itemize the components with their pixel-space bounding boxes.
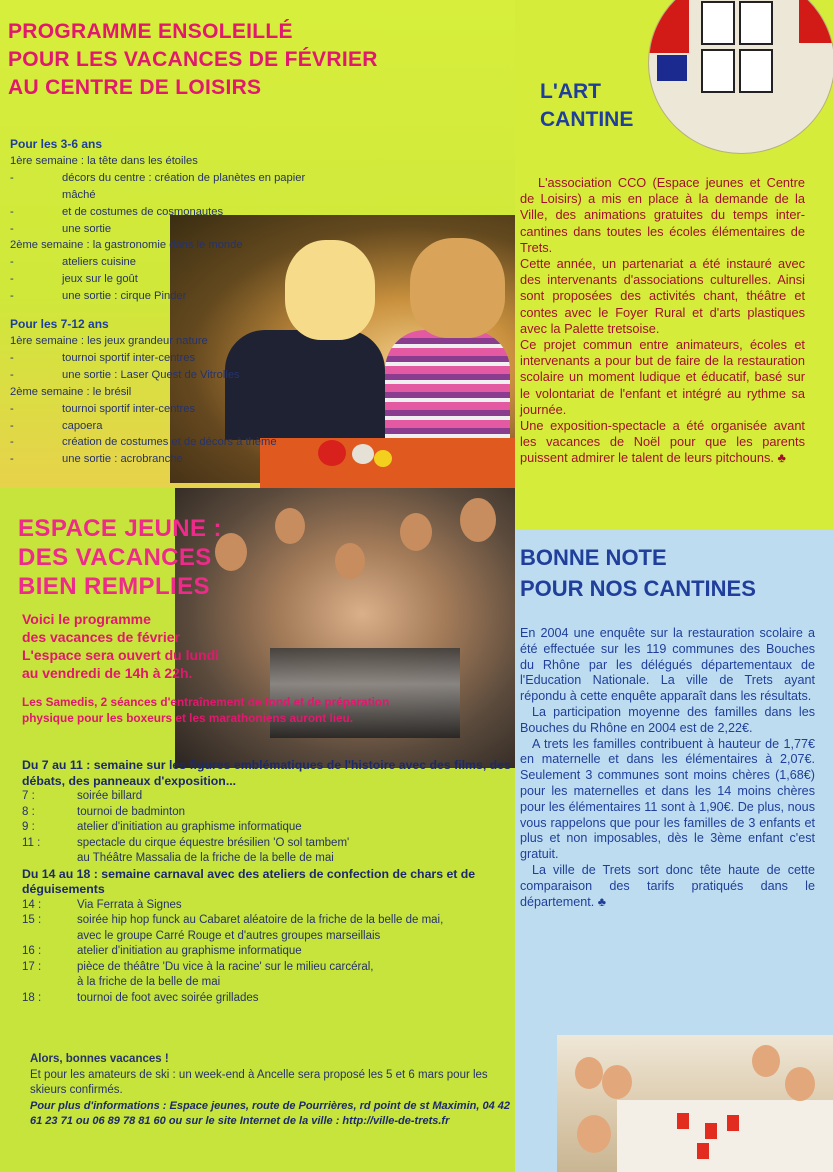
age-group-heading: Pour les 3-6 ans [10,137,103,151]
loisirs-program [10,136,310,468]
art-cantine-title [540,78,633,134]
bonne-note-article [520,626,815,910]
title-line: BONNE NOTE [520,545,667,570]
schedule-row: 7 : soirée billard [22,790,143,802]
ski-line: Et pour les amateurs de ski : un week-end à Ancelle sera proposé les 5 et 6 mars pour les skieurs confirmés. [30,1068,488,1096]
jeune-closing [30,1052,515,1130]
yellow-ball [374,450,392,467]
red-ball [318,440,346,466]
article-paragraph: En 2004 une enquête sur la restauration scolaire a été effectuée sur les 119 communes des Bouches du Rhône par les délégués départementaux de l'Education Nationale. La ville de Trets ayant répondu à cette enquête apparaît dans les résultats. [520,626,815,704]
intro-line: L'espace sera ouvert du lundi [22,647,220,663]
title-line: ESPACE JEUNE : [18,515,222,542]
kid-shirt-striped [385,330,510,450]
intro-line: Voici le programme [22,611,151,627]
list-item: - création de costumes et de décors à thème [10,436,277,449]
espace-jeune-intro [22,610,332,682]
contact-info: Pour plus d'informations : Espace jeunes, route de Pourrières, rd point de st Maximin, 04 42 61 23 71 ou 06 89 78 81 60 ou sur le site Internet de la ville : http://ville-de-trets.fr [30,1099,511,1127]
list-item: - une sortie : Laser Quest de Vitrolles [10,368,240,381]
week-heading: Du 14 au 18 : semaine carnaval avec des ateliers de confection de chars et de déguisements [22,866,476,896]
title-line: PROGRAMME ENSOLEILLÉ [8,20,293,43]
title-line: POUR NOS CANTINES [520,576,756,601]
title-line: POUR LES VACANCES DE FÉVRIER [8,48,378,71]
list-item: - ateliers cuisine [10,256,136,269]
title-line: CANTINE [540,108,634,131]
list-item: - jeux sur le goût [10,273,138,286]
title-line: L'ART [540,80,601,103]
week-heading: Du 7 au 11 : semaine sur les figures emblématiques de l'histoire avec des films, des débats, des panneaux d'exposition... [22,758,511,788]
centre-loisirs-title [8,18,378,102]
week-heading: 2ème semaine : la gastronomie dans le monde [10,239,243,252]
list-item: - tournoi sportif inter-centres [10,351,196,364]
schedule-row: 17 : pièce de théâtre 'Du vice à la racine' sur le milieu carcéral, [22,960,374,973]
article-paragraph: La ville de Trets sort donc tête haute de cette comparaison des tarifs pratiqués dans le département. ♣ [520,862,815,909]
saturday-note: Les Samedis, 2 séances d'entraînement de fond et de préparation physique pour les boxeurs et les marathoniens auront lieu. [22,695,390,725]
article-paragraph: Une exposition-spectacle a été organisée avant les vacances de Noël pour que les parents puissent admirer le talent de leurs pitchouns. ♣ [520,418,805,466]
schedule-row: 14 : Via Ferrata à Signes [22,898,182,911]
week-heading: 2ème semaine : le brésil [10,385,132,398]
schedule-row: à la friche de la belle de mai [77,976,221,988]
list-item: - tournoi sportif inter-centres [10,402,196,415]
list-item: - une sortie : acrobranche [10,453,183,466]
cantine-photo [557,1035,833,1172]
intro-line: au vendredi de 14h à 22h. [22,665,193,681]
schedule-row: avec le groupe Carré Rouge et d'autres groupes marseillais [77,929,381,942]
schedule-row: 9 : atelier d'initiation au graphisme informatique [22,821,302,833]
article-paragraph: La participation moyenne des familles dans les Bouches du Rhône en 2004 est de 2,22€. [520,704,815,735]
article-paragraph: Cette année, un partenariat a été instauré avec des intervenants d'associations culturelles. Ainsi sont proposées des activités chant, théâtre et contes avec le Foyer Rural et d'arts plastiques avec la Palette tretsoise. [520,256,805,336]
schedule-row: 11 : spectacle du cirque équestre brésilien 'O sol tambem' [22,836,350,849]
jeune-schedule [22,758,512,1006]
closing-line: Alors, bonnes vacances ! [30,1053,169,1065]
list-item: - une sortie [10,222,112,235]
intro-line: des vacances de février [22,629,180,645]
title-line: AU CENTRE DE LOISIRS [8,76,262,99]
title-line: BIEN REMPLIES [18,573,210,600]
espace-jeune-title [18,514,222,601]
bonne-note-title [520,542,756,604]
list-item: - décors du centre : création de planètes en papier mâché [10,171,306,201]
article-paragraph: A trets les familles contribuent à hauteur de 1,77€ en maternelle et dans les élémentaires à 2,07€. Seulement 3 communes sont moins chères (1,68€) pour les maternelles et dans les 14 moins chères pour les élémentaires 11 sont à 1,90€. De plus, nous vous rappelons que pour les familles de 3 enfants et plus et non imposables, dès le 3ème enfant c'est gratuit. [520,736,815,862]
list-item: - capoera [10,419,103,432]
article-paragraph: L'association CCO (Espace jeunes et Centre de Loisirs) a mis en place à la demande de la Ville, des animations gratuites du temps inter-cantines dans toutes les écoles élémentaires de Trets. [520,175,805,255]
schedule-row: 8 : tournoi de badminton [22,805,186,818]
schedule-row: 15 : soirée hip hop funck au Cabaret aléatoire de la friche de la belle de mai, [22,914,444,926]
week-heading: 1ère semaine : les jeux grandeur nature [10,334,208,347]
age-group-heading: Pour les 7-12 ans [10,317,109,332]
kid-face-smiling [410,238,505,338]
art-cantine-article [520,175,805,467]
title-line: DES VACANCES [18,544,212,571]
schedule-row: au Théâtre Massalia de la friche de la belle de mai [77,852,334,864]
week-heading: 1ère semaine : la tête dans les étoiles [10,154,198,167]
list-item: - et de costumes de cosmonautes [10,205,224,218]
schedule-row: 18 : tournoi de foot avec soirée grillades [22,991,259,1004]
schedule-row: 16 : atelier d'initiation au graphisme informatique [22,945,302,957]
white-ball [352,444,374,464]
list-item: - une sortie : cirque Pinder [10,290,187,303]
article-paragraph: Ce projet commun entre animateurs, écoles et intervenants a pour but de faire de la restauration scolaire un moment ludique et éducatif, basé sur le volontariat de l'enfant et intégré au rythme sa journée. [520,337,805,417]
